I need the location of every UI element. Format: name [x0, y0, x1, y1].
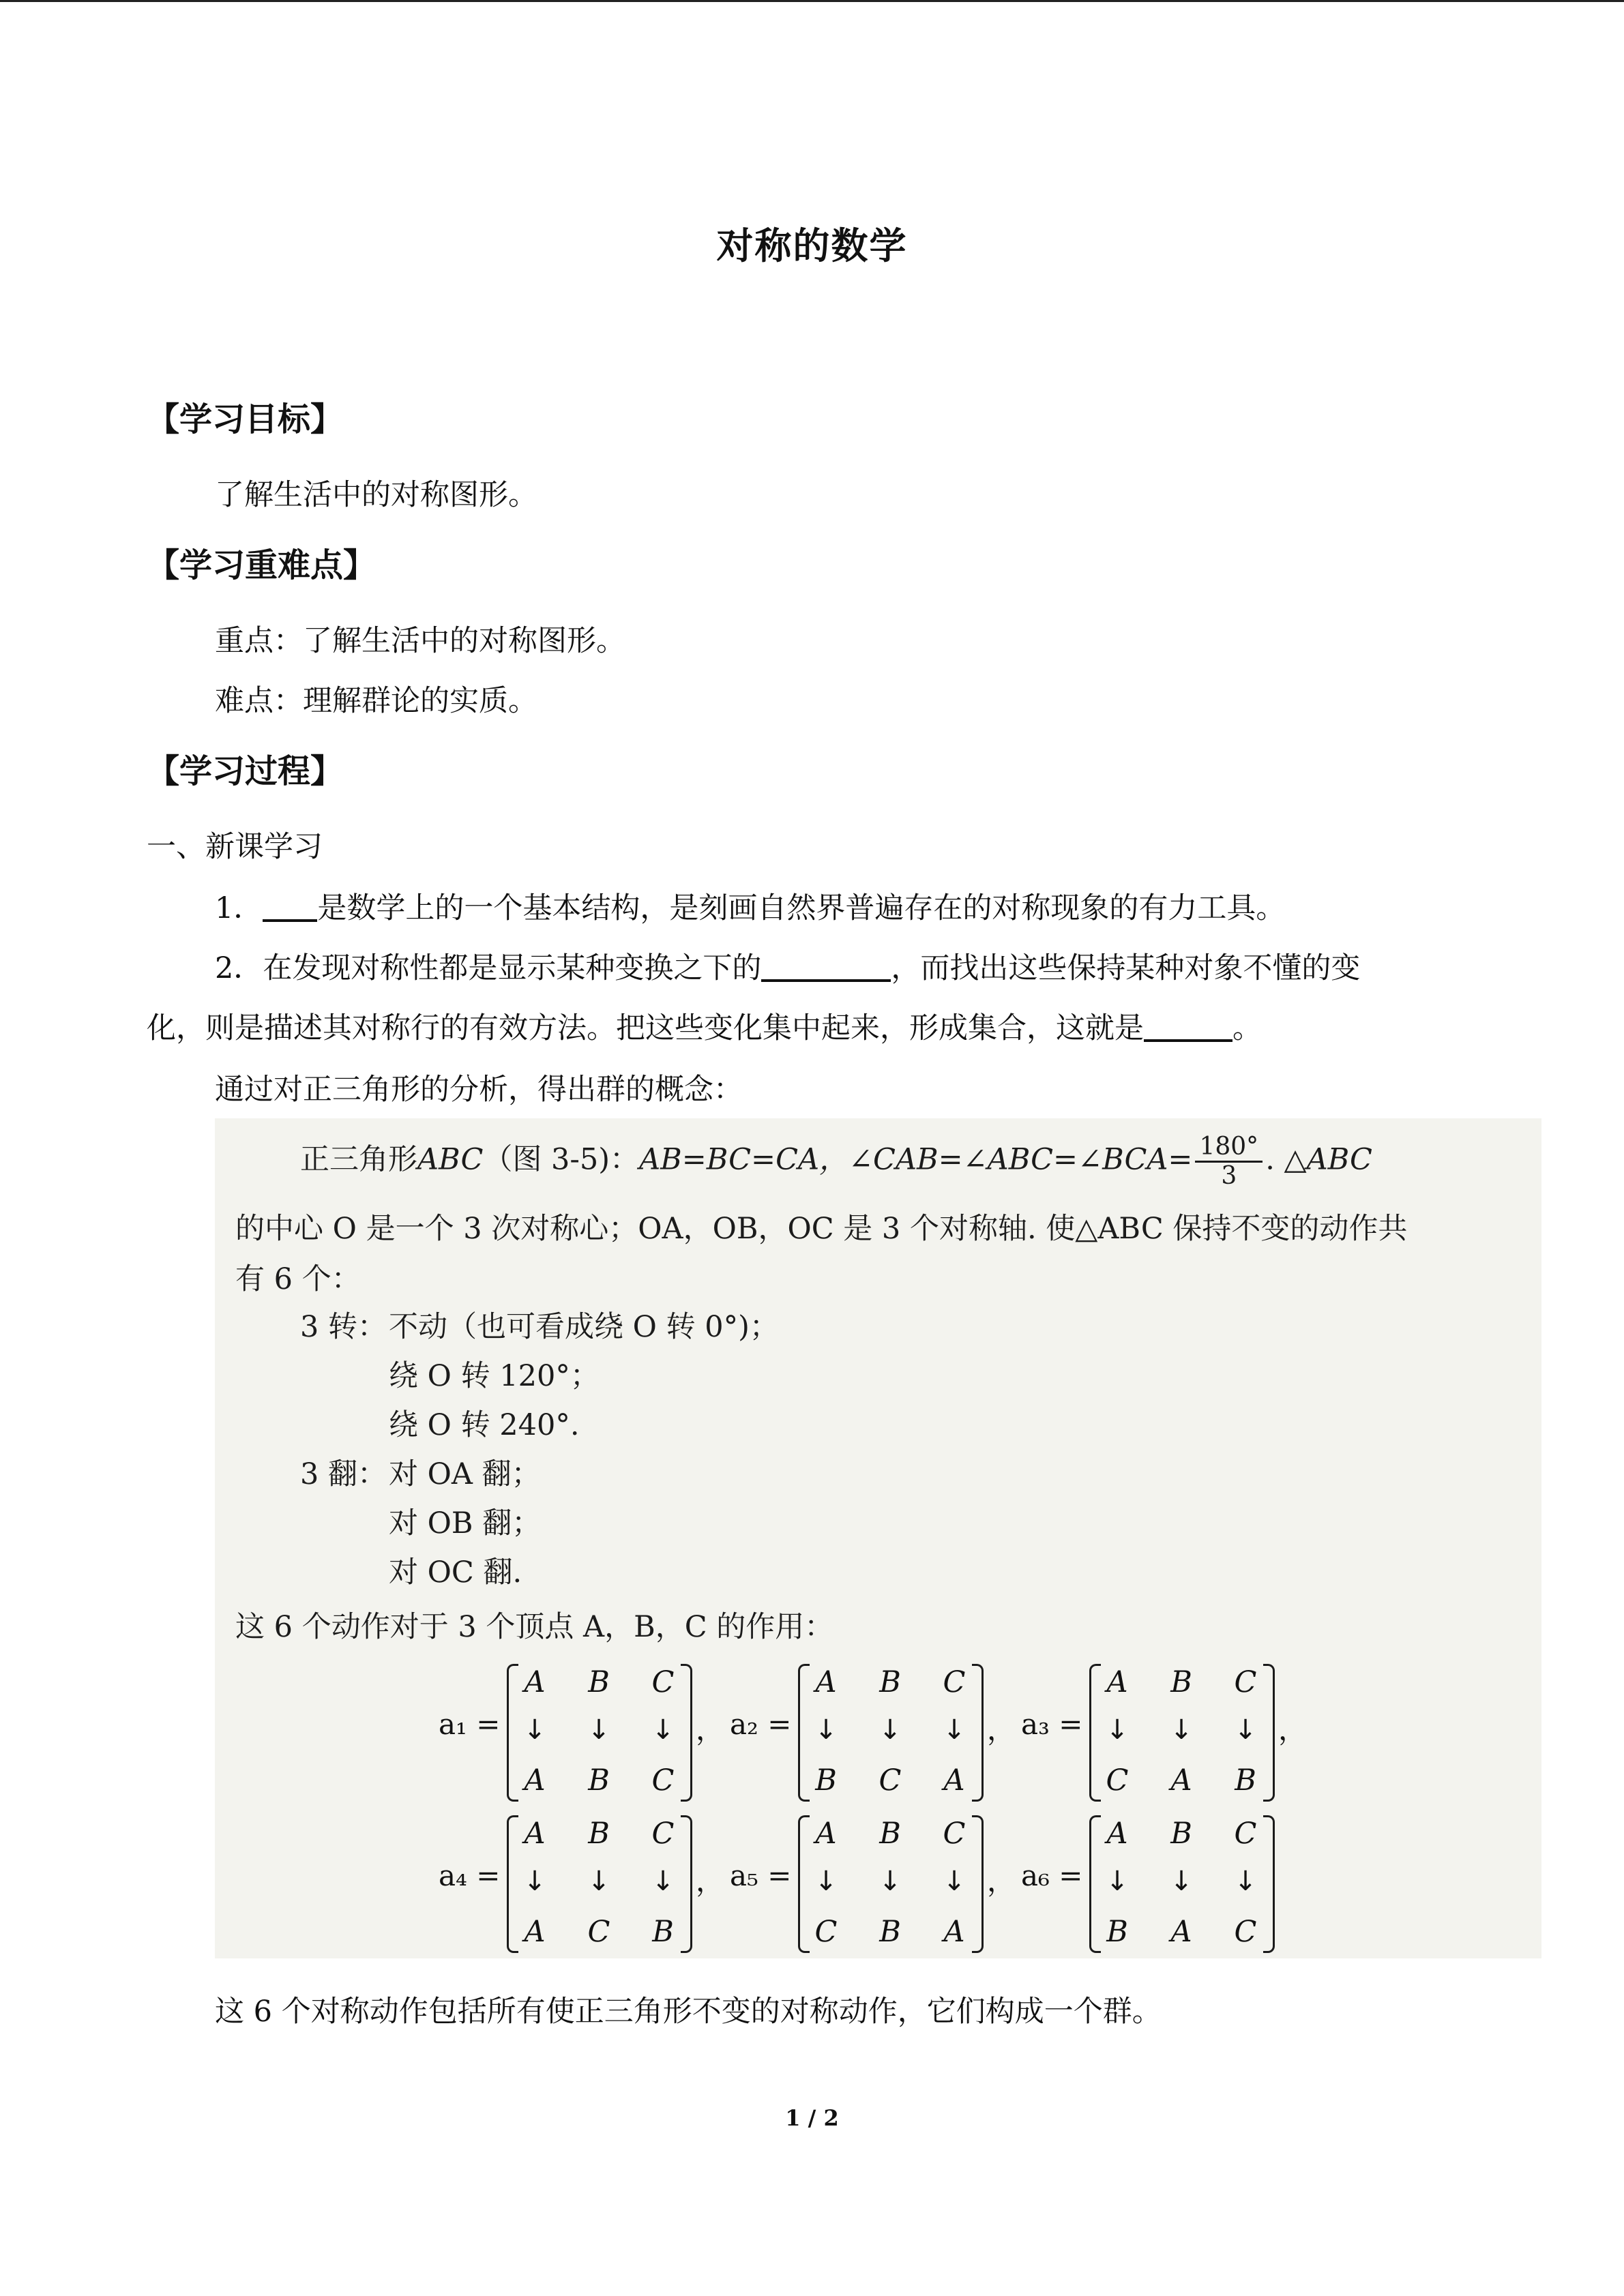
bracket-left — [798, 1664, 810, 1802]
matrix-a2 — [798, 1664, 984, 1798]
arrow-down-icon: ↓ — [1234, 1866, 1257, 1897]
figure-italic: ABC — [1306, 1142, 1372, 1177]
matrix-top: B — [879, 1817, 901, 1851]
matrix-bottom: B — [1106, 1915, 1128, 1949]
matrix-bottom: B — [1235, 1763, 1256, 1798]
matrix-bottom: A — [1170, 1915, 1192, 1949]
matrix-a4 — [507, 1815, 692, 1949]
difficulty-point: 难点：理解群论的实质。 — [215, 684, 537, 718]
conclusion-text: 这 6 个对称动作包括所有使正三角形不变的对称动作，它们构成一个群。 — [215, 1995, 1162, 2029]
matrix-bottom: B — [588, 1763, 610, 1798]
matrix-label: a₂ = — [730, 1708, 792, 1741]
figure-text: . △ — [1265, 1142, 1307, 1177]
bracket-left — [1089, 1664, 1101, 1802]
arrow-down-icon: ↓ — [1234, 1714, 1257, 1746]
matrix-a1 — [507, 1664, 692, 1798]
arrow-down-icon: ↓ — [587, 1866, 610, 1897]
question-2-text-d: 。 — [1232, 1011, 1262, 1045]
section-process: 【学习过程】 — [147, 752, 344, 790]
bracket-left — [1089, 1815, 1101, 1953]
matrix-top: C — [943, 1817, 966, 1851]
arrow-down-icon: ↓ — [943, 1714, 966, 1746]
arrow-down-icon: ↓ — [1106, 1866, 1129, 1897]
matrix-bottom: B — [652, 1915, 674, 1949]
matrix-label: a₅ = — [730, 1859, 792, 1892]
matrix-top: C — [943, 1665, 966, 1699]
bracket-left — [507, 1815, 518, 1953]
comma: ， — [696, 1713, 725, 1746]
matrix-top: C — [1234, 1817, 1257, 1851]
flip-3: 对 OC 翻. — [389, 1555, 522, 1590]
question-1 — [215, 888, 1285, 929]
action-line: 这 6 个动作对于 3 个顶点 A，B，C 的作用： — [235, 1610, 834, 1644]
question-2-line2 — [147, 1008, 1262, 1049]
flip-label: 3 翻： — [300, 1457, 387, 1491]
arrow-down-icon: ↓ — [1170, 1866, 1193, 1897]
matrix-bottom: B — [815, 1763, 837, 1798]
matrix-top: A — [815, 1665, 837, 1699]
question-1-text: 是数学上的一个基本结构，是刻画自然界普遍存在的对称现象的有力工具。 — [317, 891, 1286, 925]
arrow-down-icon: ↓ — [943, 1866, 966, 1897]
figure-line-1 — [300, 1133, 1372, 1190]
arrow-down-icon: ↓ — [1170, 1714, 1193, 1746]
matrix-top: C — [651, 1665, 675, 1699]
page-number: 1 / 2 — [785, 2105, 839, 2131]
matrix-top: B — [879, 1665, 901, 1699]
fill-blank-1[interactable] — [263, 891, 317, 922]
bracket-right — [972, 1815, 984, 1953]
figure-text: 正三角形 — [300, 1142, 417, 1177]
matrix-bottom: A — [1170, 1763, 1192, 1798]
matrix-a5 — [798, 1815, 984, 1949]
figure-line-2: 的中心 O 是一个 3 次对称心；OA，OB，OC 是 3 个对称轴. 使△ABC 保持不变的动作共 — [235, 1212, 1408, 1246]
section-goals: 【学习目标】 — [147, 400, 344, 438]
fill-blank-2[interactable] — [761, 951, 891, 982]
matrix-a6 — [1089, 1815, 1275, 1949]
matrix-bottom: C — [814, 1915, 838, 1949]
matrix-top: B — [588, 1817, 610, 1851]
bracket-right — [1263, 1815, 1275, 1953]
matrix-top: C — [1234, 1665, 1257, 1699]
arrow-down-icon: ↓ — [523, 1714, 546, 1746]
bracket-left — [798, 1815, 810, 1953]
arrow-down-icon: ↓ — [814, 1866, 838, 1897]
matrix-label: a₄ = — [439, 1859, 501, 1892]
arrow-down-icon: ↓ — [651, 1714, 675, 1746]
comma: ， — [987, 1864, 1016, 1898]
matrix-top: C — [651, 1817, 675, 1851]
section-key-points: 【学习重难点】 — [147, 546, 377, 584]
matrix-bottom: A — [524, 1763, 546, 1798]
matrix-label: a₆ = — [1021, 1859, 1083, 1892]
rotation-3: 绕 O 转 240°. — [389, 1408, 580, 1442]
matrix-label: a₁ = — [439, 1708, 501, 1741]
top-border — [0, 0, 1624, 2]
matrix-bottom: C — [1106, 1763, 1129, 1798]
figure-equation: AB=BC=CA，∠CAB=∠ABC=∠BCA= — [639, 1142, 1193, 1177]
matrix-top: B — [1170, 1665, 1192, 1699]
arrow-down-icon: ↓ — [523, 1866, 546, 1897]
matrix-top: A — [524, 1665, 546, 1699]
figure-italic: ABC — [417, 1142, 484, 1177]
arrow-down-icon: ↓ — [1106, 1714, 1129, 1746]
matrix-bottom: C — [879, 1763, 902, 1798]
bracket-right — [972, 1664, 984, 1802]
fraction — [1195, 1133, 1263, 1190]
comma: ， — [987, 1713, 1016, 1746]
matrix-top: A — [524, 1817, 546, 1851]
question-2-text-a: 2．在发现对称性都是显示某种变换之下的 — [215, 951, 762, 985]
scanned-figure — [215, 1118, 1541, 1958]
comma: ， — [696, 1864, 725, 1898]
matrix-bottom: C — [1234, 1915, 1257, 1949]
matrix-bottom: C — [587, 1915, 610, 1949]
goals-text: 了解生活中的对称图形。 — [215, 478, 537, 512]
figure-line-3: 有 6 个： — [235, 1262, 361, 1296]
key-point: 重点：了解生活中的对称图形。 — [215, 624, 625, 658]
arrow-down-icon: ↓ — [587, 1714, 610, 1746]
matrix-top: A — [1106, 1665, 1128, 1699]
matrix-bottom: C — [651, 1763, 675, 1798]
rotation-2: 绕 O 转 120°； — [389, 1359, 600, 1393]
matrix-bottom: A — [943, 1915, 965, 1949]
arrow-down-icon: ↓ — [879, 1714, 902, 1746]
matrix-label: a₃ = — [1021, 1708, 1083, 1741]
arrow-down-icon: ↓ — [879, 1866, 902, 1897]
flip-2: 对 OB 翻； — [389, 1506, 542, 1540]
fill-blank-3[interactable] — [1144, 1011, 1232, 1042]
fraction-denominator: 3 — [1221, 1162, 1237, 1190]
matrix-bottom: A — [524, 1915, 546, 1949]
question-2-text-b: ，而找出这些保持某种对象不懂的变 — [891, 951, 1361, 985]
matrix-top: A — [815, 1817, 837, 1851]
fraction-numerator: 180° — [1195, 1133, 1263, 1163]
bracket-right — [1263, 1664, 1275, 1802]
arrow-down-icon: ↓ — [814, 1714, 838, 1746]
rotation-1: 不动（也可看成绕 O 转 0°)； — [389, 1310, 779, 1344]
matrix-top: A — [1106, 1817, 1128, 1851]
flip-1: 对 OA 翻； — [389, 1457, 541, 1491]
bracket-right — [681, 1664, 692, 1802]
rotation-label: 3 转： — [300, 1310, 387, 1344]
page-title: 对称的数学 — [716, 224, 908, 267]
bracket-left — [507, 1664, 518, 1802]
comma: ， — [1278, 1713, 1308, 1746]
matrix-top: B — [1170, 1817, 1192, 1851]
question-1-number: 1． — [215, 891, 263, 925]
bracket-right — [681, 1815, 692, 1953]
matrix-top: B — [588, 1665, 610, 1699]
figure-text: （图 3-5)： — [483, 1142, 640, 1177]
intro-text: 通过对正三角形的分析，得出群的概念： — [215, 1073, 743, 1107]
arrow-down-icon: ↓ — [651, 1866, 675, 1897]
matrix-bottom: A — [943, 1763, 965, 1798]
part1-heading: 一、新课学习 — [147, 830, 323, 864]
matrix-a3 — [1089, 1664, 1275, 1798]
matrix-bottom: B — [879, 1915, 901, 1949]
question-2-line1 — [215, 948, 1360, 989]
question-2-text-c: 化，则是描述其对称行的有效方法。把这些变化集中起来，形成集合，这就是 — [147, 1011, 1144, 1045]
